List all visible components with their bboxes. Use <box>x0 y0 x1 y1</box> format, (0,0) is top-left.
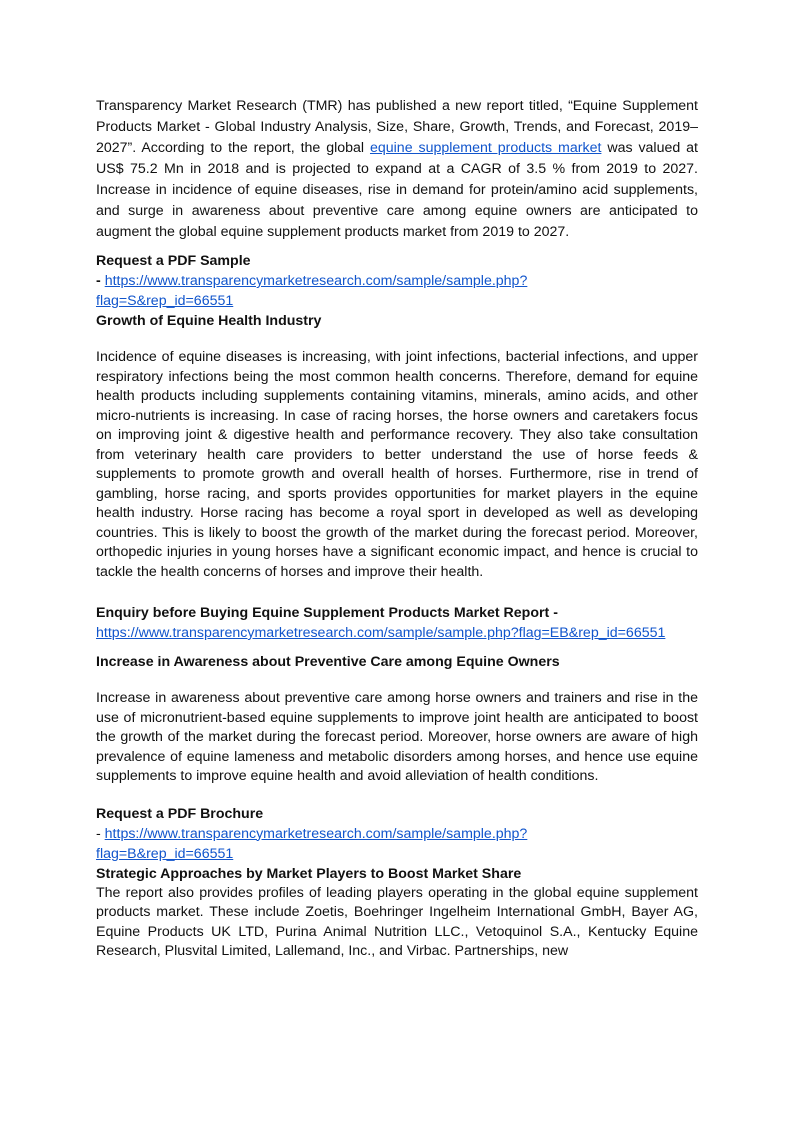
intro-text-after-link: was valued at US$ 75.2 Mn in 2018 and is projected to expand at a CAGR of 3.5 % from 2019 to 2027. Increase in incidence of equine diseases, rise in demand for protein/amino acid supplements, and surge in awareness about preventive care among equine owners are anticipated to augment the global equine supplement products market from 2019 to 2027. <box>96 140 698 240</box>
intro-text-before-link: Transparency Market Research (TMR) has published a new report titled, “Equine Supplement Products Market - Global Industry Analysis, Size, Share, Growth, Trends, and Forecast, 2019–2027”. According to the report, the global <box>96 98 698 156</box>
brochure-link-continued[interactable]: flag=B&rep_id=66551 <box>96 845 234 862</box>
awareness-heading: Increase in Awareness about Preventive Care among Equine Owners <box>96 654 560 670</box>
spacer <box>96 331 698 348</box>
spacer <box>96 787 698 804</box>
enquiry-link[interactable]: https://www.transparencymarketresearch.com/sample/sample.php?flag=EB&rep_id=66551 <box>96 625 666 641</box>
pdf-sample-link[interactable]: https://www.transparencymarketresearch.com/sample/sample.php? <box>104 273 528 289</box>
brochure-link[interactable]: https://www.transparencymarketresearch.com/sample/sample.php? <box>104 825 528 842</box>
document-page <box>96 96 698 962</box>
pdf-sample-link-continued[interactable]: flag=S&rep_id=66551 <box>96 293 234 309</box>
pdf-sample-dash: - <box>96 273 101 289</box>
intro-paragraph <box>96 96 698 243</box>
brochure-section <box>96 804 698 864</box>
strategic-heading: Strategic Approaches by Market Players to Boost Market Share <box>96 865 522 882</box>
pdf-sample-section <box>96 251 698 311</box>
strategic-paragraph: The report also provides profiles of leading players operating in the global equine supplement products market. These include Zoetis, Boehringer Ingelheim International GmbH, Bayer AG, Equine Products UK LTD, Purina Animal Nutrition LLC., Vetoquinol S.A., Kentucky Equine Research, Plusvital Limited, Lallemand, Inc., and Virbac. Partnerships, new <box>96 884 698 959</box>
awareness-paragraph: Increase in awareness about preventive care among horse owners and trainers and rise in the use of micronutrient-based equine supplements to improve joint health are anticipated to boost the growth of the market during the forecast period. Moreover, horse owners are aware of high prevalence of equine lameness and metabolic disorders among horses, and hence use equine supplements to improve equine health and avoid alleviation of health conditions. <box>96 690 698 784</box>
spacer <box>96 672 698 689</box>
spacer <box>96 582 698 599</box>
enquiry-heading: Enquiry before Buying Equine Supplement Products Market Report - <box>96 605 558 621</box>
growth-heading: Growth of Equine Health Industry <box>96 313 322 329</box>
pdf-sample-heading: Request a PDF Sample <box>96 253 251 269</box>
pdf-sample-link-line <box>96 271 698 291</box>
equine-supplement-market-link[interactable]: equine supplement products market <box>369 140 602 156</box>
brochure-dash: - <box>96 825 105 842</box>
growth-paragraph: Incidence of equine diseases is increasing, with joint infections, bacterial infections, and upper respiratory infections being the most common health concerns. Therefore, demand for equine health products including supplements containing vitamins, minerals, amino acids, and other micro-nutrients is increasing. In case of racing horses, the horse owners and caretakers focus on improving joint & digestive health and performance recovery. They also take consultation from veterinary health care providers to better understand the use of horse feeds & supplements to promote growth and overall health of horses. Furthermore, rise in trend of gambling, horse racing, and sports provides opportunities for market players in the equine health industry. Horse racing has become a royal sport in developed as well as developing countries. This is likely to boost the growth of the market during the forecast period. Moreover, orthopedic injuries in young horses have a significant economic impact, and hence is crucial to tackle the health concerns of horses and improve their health. <box>96 349 698 580</box>
brochure-heading: Request a PDF Brochure <box>96 805 264 822</box>
